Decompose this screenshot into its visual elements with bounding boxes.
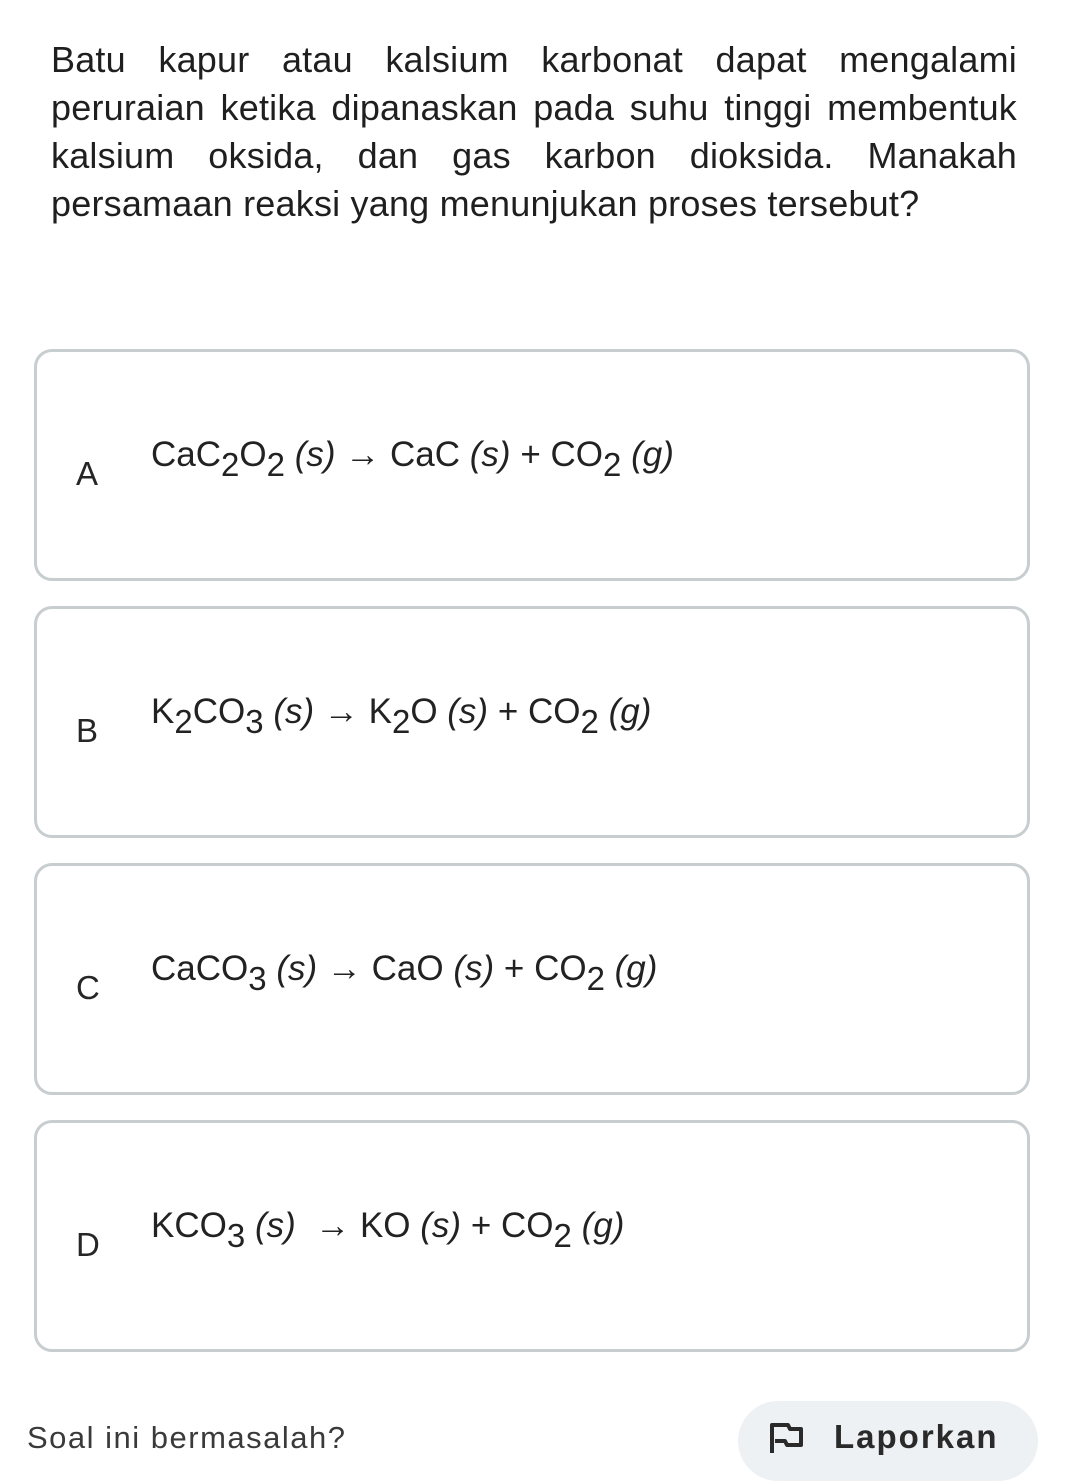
option-equation: $K_2CO_3$ $(s) \to K_2O$ $(s) + CO_2$ (g): [151, 692, 652, 740]
report-label: Laporkan: [834, 1418, 999, 1455]
option-letter: A: [76, 455, 99, 492]
option-letter: D: [76, 1226, 100, 1263]
answer-option-d[interactable]: [34, 1120, 1030, 1352]
flag-icon: [768, 1421, 804, 1455]
answer-option-c[interactable]: [34, 863, 1030, 1095]
question-text: Batu kapur atau kalsium karbonat dapat mengalami peruraian ketika dipanaskan pada suhu tinggi membentuk kalsium oksida, dan gas karbon dioksida. Manakah persamaan reaksi yang menunjukan proses tersebut?: [51, 39, 1017, 224]
problem-prompt-text: Soal ini bermasalah?: [27, 1420, 347, 1455]
option-equation: $CaC_2O_2$ (s) → CaC $(s) + CO_2$ (g): [151, 435, 674, 483]
answer-option-a[interactable]: [34, 349, 1030, 581]
option-equation: CaCO$_3$ (s) → CaO $(s) + CO_2$ (g): [151, 949, 658, 997]
option-letter: C: [76, 969, 100, 1006]
report-button[interactable]: [738, 1401, 1038, 1481]
option-equation: $KCO_3$ (s) → KO $(s) + CO_2$ (g): [151, 1206, 625, 1254]
answer-option-b[interactable]: [34, 606, 1030, 838]
option-letter: B: [76, 712, 99, 749]
